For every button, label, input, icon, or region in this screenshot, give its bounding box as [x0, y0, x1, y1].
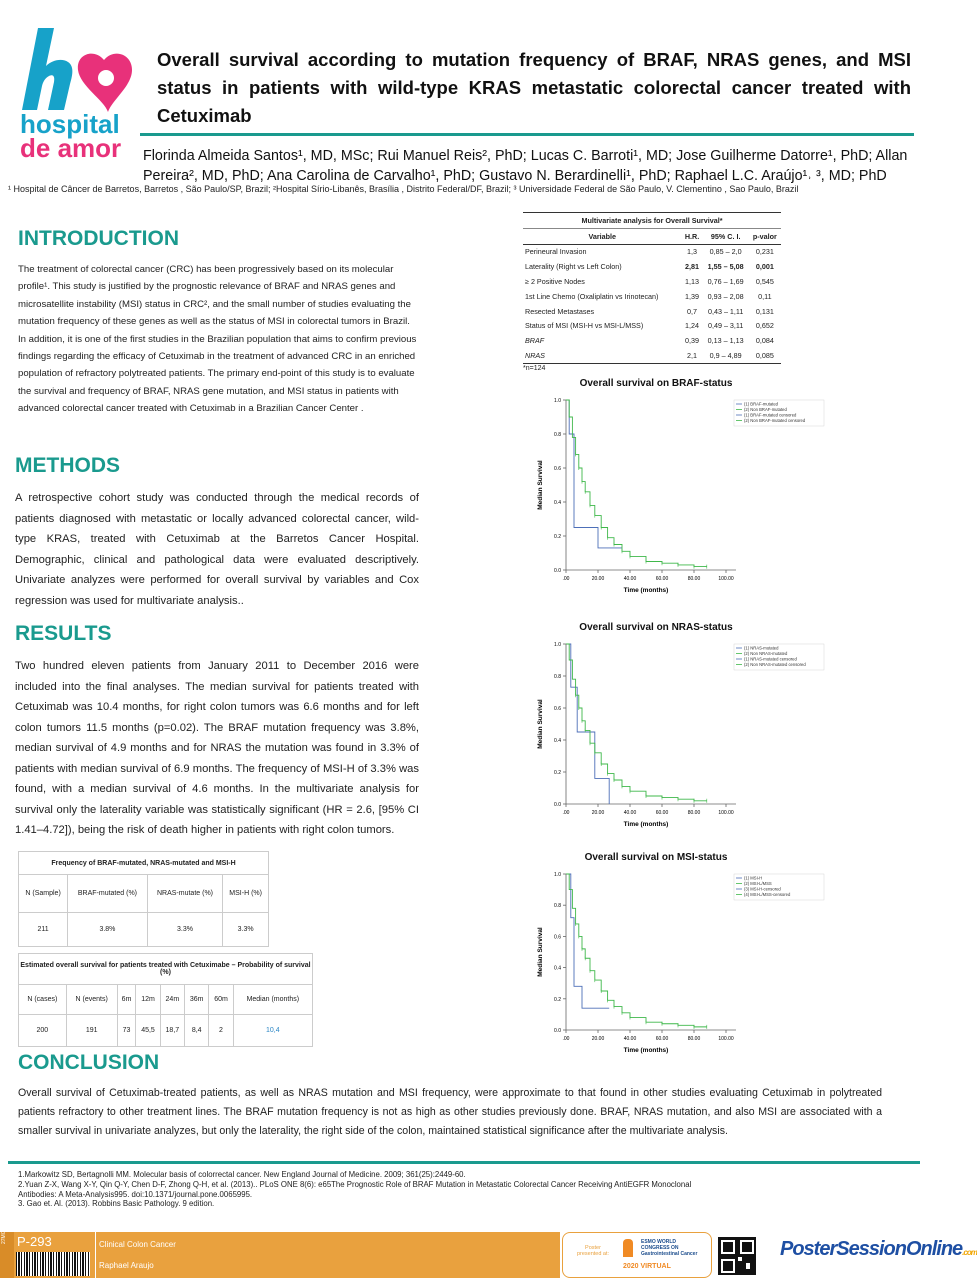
x-tick-label: 60.00 — [655, 1036, 669, 1042]
frequency-value-nras: 3.3% — [147, 913, 223, 947]
ci-cell: 0,9 – 4,89 — [709, 351, 742, 361]
multivariate-header-variable: Variable — [523, 228, 681, 244]
y-tick-label: 1.0 — [554, 642, 561, 648]
affiliations: ¹ Hospital de Câncer de Barretos, Barretos , São Paulo/SP, Brazil; ²Hospital Sírio-Libanês, Brasília , Distrito Federal/DF, Brazil; ³ Universidade Federal de São Paulo, V. Clementino , Sao Paulo, Brazil — [8, 184, 799, 194]
multivariate-header-p: p-valor — [749, 228, 781, 244]
presented-at-label: Poster presented at: — [576, 1245, 610, 1257]
frequency-value-n: 211 — [19, 913, 68, 947]
estimated-header-24m: 24m — [160, 985, 184, 1015]
frequency-table — [18, 851, 269, 947]
table-row — [523, 259, 781, 274]
p-cell: 0,545 — [755, 277, 774, 287]
estimated-header-median: Median (months) — [233, 985, 312, 1015]
reference-2: 2.Yuan Z-X, Wang X-Y, Qin Q-Y, Chen D-F, Zhong Q-H, et al. (2013).. PLoS ONE 8(6): e65The Prognostic Role of BRAF Mutation in Metastatic Colorectal Cancer Receiving AntiEGFR Monoclonal Antibodies: A Meta-Analysis995. doi:10.1371/journal.pone.0065995. — [18, 1179, 692, 1199]
hr-cell: 2,81 — [685, 262, 700, 272]
y-tick-label: 0.2 — [554, 996, 561, 1003]
x-tick-label: 100.00 — [718, 810, 734, 816]
y-tick-label: 0.6 — [554, 466, 561, 472]
ci-cell: 0,13 – 1,13 — [707, 336, 744, 346]
multivariate-table — [523, 212, 781, 364]
chart-title: Overall survival on NRAS-status — [579, 622, 733, 633]
variable-cell: Laterality (Right vs Left Colon) — [525, 262, 622, 272]
estimated-header-6m: 6m — [117, 985, 136, 1015]
legend-entry: (2) Non NRAS-mutated — [744, 651, 788, 656]
conclusion-heading: CONCLUSION — [18, 1051, 160, 1074]
x-tick-label: 20.00 — [591, 1036, 605, 1042]
multivariate-caption: Multivariate analysis for Overall Survival* — [523, 213, 781, 229]
p-cell: 0,652 — [755, 321, 774, 331]
variable-cell: Resected Metastases — [525, 306, 595, 316]
legend-entry: (3) MSI-H-censored — [744, 886, 781, 892]
legend-entry: (1) BRAF-mutated censored — [744, 412, 797, 418]
estimated-header-cases: N (cases) — [19, 985, 67, 1015]
p-cell: 0,231 — [755, 247, 774, 257]
poster-session-online-logo[interactable] — [780, 1238, 977, 1261]
hr-cell: 1,3 — [687, 247, 698, 257]
poster-id: P-293 — [17, 1234, 52, 1249]
logo-text-de-amor: de amor — [20, 133, 122, 163]
x-tick-label: 100.00 — [718, 576, 734, 582]
x-tick-label: 40.00 — [623, 576, 637, 582]
frequency-header-braf: BRAF-mutated (%) — [68, 875, 148, 913]
reference-1: 1.Markowitz SD, Bertagnolli MM. Molecular basis of colorrectal cancer. New England Journal of Medicine. 2009; 361(25):2449-60. — [18, 1170, 466, 1179]
y-tick-label: 0.4 — [554, 738, 561, 744]
variable-cell: ≥ 2 Positive Nodes — [525, 277, 585, 287]
legend-entry: (2) Non NRAS-mutated censored — [744, 662, 806, 667]
y-tick-label: 0.2 — [554, 534, 561, 540]
hospital-de-amor-logo-text — [20, 109, 138, 163]
table-row — [523, 319, 781, 334]
y-tick-label: 0.0 — [554, 802, 561, 808]
estimated-value-36m: 8,4 — [185, 1015, 209, 1047]
legend-entry: (2) Non BRAF-mutated — [744, 407, 787, 412]
y-tick-label: 0.6 — [554, 706, 561, 712]
methods-heading: METHODS — [15, 454, 120, 477]
footer-category: Clinical Colon Cancer — [99, 1240, 176, 1249]
y-tick-label: 0.8 — [554, 674, 561, 680]
logo-text-hospital: hospital — [20, 109, 120, 139]
estimated-value-cases: 200 — [19, 1015, 67, 1047]
methods-text: A retrospective cohort study was conducted through the medical records of patients diagnosed with metastatic or locally advanced colorectal cancer, wild-type KRAS, treated with Cetuximab at the Barretos Cancer Hospital. Demographic, clinical and pathological data were evaluated descriptively. Univariate analyzes were performed for overall survival by variables and Cox regression was used for multivariate analysis.. — [15, 492, 419, 607]
variable-cell: Status of MSI (MSI-H vs MSI-L/MSS) — [525, 321, 644, 331]
frequency-header-msi: MSI-H (%) — [223, 875, 269, 913]
ci-cell: 0,76 – 1,69 — [707, 277, 744, 287]
legend-entry: (1) NRAS-mutated — [744, 645, 779, 651]
table-row — [523, 289, 781, 304]
multivariate-header-ci: 95% C. I. — [703, 228, 749, 244]
legend-entry: (1) MSI-H — [744, 875, 763, 881]
table-row — [523, 304, 781, 319]
y-tick-label: 0.6 — [554, 934, 561, 941]
frequency-caption: Frequency of BRAF-mutated, NRAS-mutated and MSI-H — [19, 852, 269, 875]
hr-cell: 0,7 — [687, 306, 698, 316]
p-cell: 0,084 — [755, 336, 774, 346]
estimated-caption: Estimated overall survival for patients treated with Cetuximabe – Probability of survival (%) — [19, 954, 313, 985]
brand-suffix: .com — [962, 1248, 977, 1257]
y-axis-label: Median Survival — [537, 460, 544, 510]
y-tick-label: 0.8 — [554, 903, 561, 910]
estimated-value-12m: 45,5 — [136, 1015, 160, 1047]
references — [18, 1170, 718, 1209]
conclusion-divider — [8, 1161, 920, 1164]
y-tick-label: 0.4 — [554, 500, 561, 506]
estimated-header-events: N (events) — [66, 985, 117, 1015]
estimated-survival-table — [18, 953, 313, 1047]
y-axis-label: Median Survival — [537, 699, 544, 749]
x-axis-label: Time (months) — [623, 1047, 669, 1054]
hospital-de-amor-logo-mark — [20, 20, 135, 115]
estimated-value-median: 10,4 — [233, 1015, 312, 1047]
results-heading: RESULTS — [15, 622, 112, 645]
p-cell: 0,085 — [755, 351, 774, 361]
hr-cell: 0,39 — [685, 336, 700, 346]
ci-cell: 0,93 – 2,08 — [707, 291, 744, 301]
authors: Florinda Almeida Santos¹, MD, MSc; Rui Manuel Reis², PhD; Lucas C. Barroti¹, MD; Jose Guilherme Datorre¹, PhD; Allan Pereira², MD, PhD; Ana Carolina de Carvalho¹, PhD; Gustavo N. Berardinelli¹, PhD; Raphael L.C. Araújo¹˒ ³, MD; PhD — [143, 148, 908, 184]
legend-entry: (1) BRAF-mutated — [744, 401, 778, 407]
braf-survival-chart — [526, 374, 826, 610]
table-row — [523, 348, 781, 363]
x-tick-label: 40.00 — [623, 810, 637, 816]
x-tick-label: 20.00 — [591, 810, 605, 816]
x-tick-label: 60.00 — [655, 810, 669, 816]
hr-cell: 2,1 — [687, 351, 698, 361]
ci-cell: 1,55 – 5,08 — [707, 262, 744, 272]
estimated-value-events: 191 — [66, 1015, 117, 1047]
x-axis-label: Time (months) — [623, 821, 669, 828]
multivariate-footnote: *n=124 — [523, 365, 546, 372]
reference-3: 3. Gao et. Al. (2013). Robbins Basic Pathology. 9 edition. — [18, 1199, 215, 1209]
estimated-header-60m: 60m — [209, 985, 233, 1015]
conclusion-text: Overall survival of Cetuximab-treated patients, as well as NRAS mutation and MSI frequency, were approximate to that found in other studies evaluating Cetuximab in polytreated patients refractory to other treatment lines. The BRAF mutation frequency is not as high as other studies previously done. BRAF, NRAS mutation, and also MSI are associated with a smaller survival in univariate analyzes, but only the laterality, the right side of the colon, maintained statistical significance after the multivariate analysis. — [18, 1087, 882, 1137]
poster-title: Overall survival according to mutation frequency of BRAF, NRAS genes, and MSI status in patients with wild-type KRAS metastatic colorectal cancer treated with Cetuximab — [157, 49, 911, 126]
brand-name: PosterSessionOnline — [780, 1238, 963, 1260]
y-tick-label: 1.0 — [554, 398, 561, 404]
hr-cell: 1,13 — [685, 277, 700, 287]
hr-cell: 1,24 — [685, 321, 700, 331]
hr-cell: 1,39 — [685, 291, 700, 301]
x-tick-label: 20.00 — [591, 576, 605, 582]
frequency-value-braf: 3.8% — [68, 913, 148, 947]
x-tick-label: 80.00 — [687, 576, 701, 582]
congress-year: 2020 VIRTUAL — [623, 1263, 671, 1270]
variable-cell: NRAS — [525, 351, 545, 361]
p-cell: 0,131 — [755, 306, 774, 316]
msi-survival-chart — [526, 848, 826, 1070]
x-tick-label: 40.00 — [623, 1036, 637, 1042]
flame-icon — [623, 1239, 633, 1257]
y-tick-label: 0.4 — [554, 965, 561, 972]
introduction-heading: INTRODUCTION — [18, 227, 179, 250]
estimated-header-36m: 36m — [185, 985, 209, 1015]
qr-code-icon[interactable] — [718, 1237, 756, 1275]
barcode-icon — [16, 1252, 90, 1276]
table-row — [19, 913, 269, 947]
table-row — [523, 244, 781, 259]
legend-entry: (4) MSI-L/MSS-censored — [744, 892, 791, 897]
x-tick-label: 60.00 — [655, 576, 669, 582]
y-tick-label: 0.2 — [554, 770, 561, 776]
table-row — [523, 333, 781, 348]
x-tick-label: .00 — [562, 810, 570, 816]
y-tick-label: 0.0 — [554, 568, 561, 574]
variable-cell: BRAF — [525, 336, 545, 346]
y-axis-label: Median Survival — [537, 927, 544, 977]
table-row — [19, 1015, 313, 1047]
p-cell: 0,001 — [755, 262, 774, 272]
ci-cell: 0,85 – 2,0 — [709, 247, 742, 257]
table-row — [523, 274, 781, 289]
x-axis-label: Time (months) — [623, 587, 669, 594]
x-tick-label: .00 — [562, 576, 570, 582]
footer-presenter: Raphael Araujo — [99, 1261, 154, 1270]
chart-title: Overall survival on BRAF-status — [579, 378, 733, 389]
frequency-header-n: N (Sample) — [19, 875, 68, 913]
variable-cell: Perineural Invasion — [525, 247, 587, 257]
variable-cell: 1st Line Chemo (Oxaliplatin vs Irinotecan) — [525, 291, 659, 301]
y-tick-label: 1.0 — [554, 872, 561, 878]
estimated-value-24m: 18,7 — [160, 1015, 184, 1047]
frequency-value-msi: 3.3% — [223, 913, 269, 947]
title-divider — [140, 133, 914, 136]
ci-cell: 0,49 – 3,11 — [707, 321, 744, 331]
y-tick-label: 0.8 — [554, 432, 561, 438]
multivariate-header-hr: H.R. — [681, 228, 702, 244]
estimated-value-60m: 2 — [209, 1015, 233, 1047]
x-tick-label: 80.00 — [687, 1036, 701, 1042]
results-text: Two hundred eleven patients from January 2011 to December 2016 were included into the final analyses. The median survival for patients treated with Cetuximab was 10.4 months, for right colon tumors was 6.6 months and for left colon tumors 11.5 months (p=0.02). The BRAF mutation frequency was 3.8%, median survival of 4.9 months and for NRAS the mutation was found in 3.3% of patients with median survival of 6.9 months. The frequency of MSI-H of 3.3% was found, with a median survival of 4.6 months. In the multivariate analysis for survival only the laterality variable was statistically significant (HR = 2.6, [95% CI 1.41–4.72]), being the risk of death higher in patients with right colon tumors. — [15, 660, 419, 836]
footer-side-code: 27MG9C — [1, 1223, 7, 1244]
p-cell: 0,11 — [758, 291, 772, 301]
chart-title: Overall survival on MSI-status — [584, 852, 728, 863]
frequency-header-nras: NRAS-mutate (%) — [147, 875, 223, 913]
estimated-value-6m: 73 — [117, 1015, 136, 1047]
footer-divider — [95, 1232, 96, 1278]
estimated-header-12m: 12m — [136, 985, 160, 1015]
legend-entry: (1) NRAS-mutated censored — [744, 656, 797, 662]
ci-cell: 0,43 – 1,11 — [707, 306, 744, 316]
congress-name: ESMO WORLD CONGRESS ON Gastrointestinal Cancer — [641, 1239, 698, 1257]
legend-entry: (2) Non BRAF-mutated censored — [744, 418, 806, 423]
x-tick-label: .00 — [562, 1036, 570, 1042]
introduction-text: The treatment of colorectal cancer (CRC) has been progressively based on its molecular profile¹. This study is justified by the prognostic relevance of BRAF and NRAS genes and microsatellite instability (MSI) status in CRC², and the small number of studies evaluating the mutation frequency of these genes as well as the status of MSI in colorectal tumors in Brazil. In addition, it is one of the first studies in the Brazilian population that aims to confirm previous findings regarding the efficacy of Cetuximab in the treatment of advanced CRC in an enriched population of refractory polytreated patients. The primary end-point of this study is to evaluate the survival and frequency of BRAF, NRAS gene mutation, and MSI status in patients with advanced colorectal cancer treated with Cetuximab in a Brazilian Cancer Center . — [18, 264, 417, 415]
congress-badge — [562, 1232, 712, 1278]
x-tick-label: 80.00 — [687, 810, 701, 816]
x-tick-label: 100.00 — [718, 1036, 734, 1042]
y-tick-label: 0.0 — [554, 1028, 561, 1034]
legend-entry: (2) MSI-L/MSS — [744, 881, 772, 886]
nras-survival-chart — [526, 618, 826, 844]
